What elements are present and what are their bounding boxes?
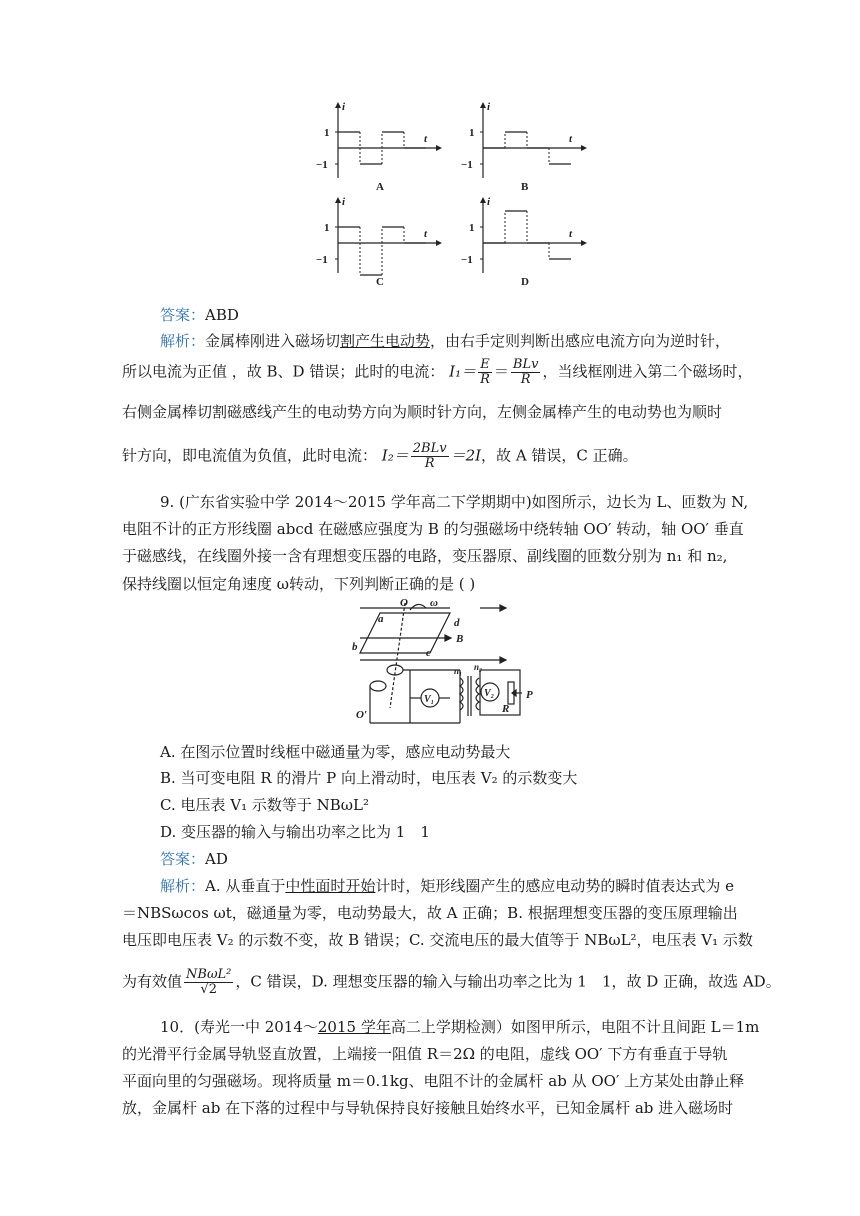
q9-option-d: D. 变压器的输入与输出功率之比为 1 1 bbox=[160, 823, 430, 841]
q9-option-a: A. 在图示位置时线框中磁通量为零，感应电动势最大 bbox=[160, 743, 511, 761]
label-r: R bbox=[502, 703, 510, 715]
text: ，由右手定则判断出感应电流方向为逆时针， bbox=[430, 332, 731, 350]
analysis-label: 解析： bbox=[160, 877, 206, 895]
y-label: i bbox=[342, 196, 346, 208]
q9-line-4: 保持线圈以恒定角速度 ω转动，下列判断正确的是 ( ) bbox=[122, 575, 476, 593]
q9-analysis-line-3: 电压即电压表 V₂ 的示数不变，故 B 错误；C. 交流电压的最大值等于 NBωL²，电压表 V₁ 示数 bbox=[122, 931, 753, 949]
numerator: NBωL² bbox=[186, 967, 232, 982]
y-arrow bbox=[335, 102, 341, 108]
text: 为有效值 bbox=[122, 972, 183, 991]
text: 割产生电动势 bbox=[340, 332, 431, 350]
graph-label: B bbox=[521, 181, 529, 193]
text: ，当线框刚进入第二个磁场时， bbox=[542, 362, 753, 381]
x-label: t bbox=[424, 228, 428, 240]
label-o: O bbox=[400, 598, 408, 609]
tick-pos: 1 bbox=[324, 222, 330, 234]
y-label: i bbox=[342, 101, 346, 113]
text: 针方向，即电流值为负值，此时电流： bbox=[122, 446, 378, 465]
q10-line-2: 的光滑平行金属导轨竖直放置，上端接一阻值 R＝2Ω 的电阻，虚线 OO′ 下方有垂直于导轨 bbox=[122, 1045, 728, 1063]
x-arrow bbox=[436, 145, 442, 151]
y-arrow bbox=[480, 197, 486, 203]
tick-neg: −1 bbox=[316, 159, 328, 171]
numerator: 2BLv bbox=[412, 441, 447, 456]
circuit-figure bbox=[350, 598, 550, 728]
tick-pos: 1 bbox=[469, 127, 475, 139]
denominator: R bbox=[520, 372, 531, 387]
numerator: E bbox=[478, 358, 492, 373]
q8-analysis-line-3: 右侧金属棒切割磁感线产生的电动势方向为顺时针方向，左侧金属棒产生的电动势也为顺时 bbox=[122, 403, 723, 421]
graph-label: A bbox=[376, 181, 384, 193]
tick-neg: −1 bbox=[316, 254, 328, 266]
q8-analysis-line-2 bbox=[122, 358, 752, 387]
tick-neg: −1 bbox=[461, 159, 473, 171]
formula-i2: I₂＝ bbox=[381, 446, 409, 465]
fraction bbox=[511, 358, 541, 387]
text: ，C 错误，D. 理想变压器的输入与输出功率之比为 1 1，故 D 正确，故选 AD。 bbox=[235, 972, 781, 991]
q10-line-3: 平面向里的匀强磁场。现将质量 m＝0.1kg、电阻不计的金属杆 ab 从 OO′ 上方某处由静止释 bbox=[122, 1072, 745, 1090]
graph-c bbox=[316, 196, 442, 288]
label-a: a bbox=[378, 613, 384, 625]
graph-d bbox=[461, 196, 587, 288]
x-arrow bbox=[581, 145, 587, 151]
denominator: R bbox=[424, 456, 435, 471]
option-graphs bbox=[300, 100, 590, 300]
x-arrow bbox=[581, 240, 587, 246]
label-p: P bbox=[526, 689, 533, 701]
fraction bbox=[411, 442, 449, 471]
y-arrow bbox=[480, 102, 486, 108]
text: 金属棒刚进入磁场切 bbox=[205, 332, 341, 350]
answer-label: 答案： bbox=[160, 306, 206, 324]
x-label: t bbox=[569, 228, 573, 240]
graph-a bbox=[316, 101, 442, 193]
answer-label: 答案： bbox=[160, 850, 206, 868]
text: A. 从垂直于 bbox=[205, 877, 286, 895]
text: 10．(寿光一中 2014～ bbox=[160, 1018, 318, 1036]
q9-line-3: 于磁感线，在线圈外接一含有理想变压器的电路，变压器原、副线圈的匝数分别为 n₁ 和 n₂, bbox=[122, 547, 728, 565]
tick-neg: −1 bbox=[461, 254, 473, 266]
graph-label: C bbox=[376, 276, 384, 288]
formula-i1: I₁＝ bbox=[449, 362, 477, 381]
label-v2: V₂ bbox=[484, 688, 495, 699]
label-c: c bbox=[426, 647, 431, 659]
q9-answer bbox=[160, 849, 228, 869]
denominator: √2 bbox=[200, 982, 217, 997]
x-label: t bbox=[569, 133, 573, 145]
y-label: i bbox=[487, 101, 491, 113]
q9-analysis-line-2: ＝NBSωcos ωt，磁通量为零，电动势最大，故 A 正确；B. 根据理想变压器的变压原理输出 bbox=[122, 904, 738, 922]
q9-option-c: C. 电压表 V₁ 示数等于 NBωL² bbox=[160, 796, 369, 814]
y-arrow bbox=[335, 197, 341, 203]
q9-line-1: 9. (广东省实验中学 2014～2015 学年高二下学期期中)如图所示，边长为 L、匝数为 N, bbox=[160, 493, 749, 511]
analysis-label: 解析： bbox=[160, 332, 206, 350]
q10-line-1 bbox=[160, 1017, 759, 1037]
tick-pos: 1 bbox=[469, 222, 475, 234]
text: 计时，矩形线圈产生的感应电动势的瞬时值表达式为 e bbox=[375, 877, 735, 895]
graph-label: D bbox=[521, 276, 529, 288]
x-arrow bbox=[436, 240, 442, 246]
y-label: i bbox=[487, 196, 491, 208]
answer-value: ABD bbox=[205, 306, 239, 324]
q8-analysis-line-4 bbox=[122, 442, 638, 471]
label-b: b bbox=[352, 641, 358, 653]
label-n1: n₁ bbox=[454, 666, 463, 676]
label-omega: ω bbox=[430, 598, 438, 609]
denominator: R bbox=[480, 372, 490, 387]
label-b-field: B bbox=[456, 633, 464, 645]
text: 高二上学期检测）如图甲所示，电阻不计且间距 L＝1m bbox=[390, 1018, 760, 1036]
q9-analysis-line-4 bbox=[122, 968, 781, 997]
text: 所以电流为正值 ，故 B、D 错误；此时的电流： bbox=[122, 362, 445, 381]
label-n2: n₂ bbox=[474, 662, 483, 672]
q10-line-4: 放，金属杆 ab 在下落的过程中与导轨保持良好接触且始终水平，已知金属杆 ab 进入磁场时 bbox=[122, 1099, 734, 1117]
numerator: BLv bbox=[512, 357, 539, 372]
q9-analysis-line-1 bbox=[160, 876, 734, 896]
graph-b bbox=[461, 101, 587, 193]
label-o-prime: O′ bbox=[356, 709, 368, 721]
text: 中性面时开始 bbox=[285, 877, 376, 895]
label-v1: V₁ bbox=[424, 694, 435, 705]
x-label: t bbox=[424, 133, 428, 145]
text: ＝2I bbox=[450, 446, 482, 465]
fraction bbox=[478, 358, 492, 387]
q9-line-2: 电阻不计的正方形线圈 abcd 在磁感应强度为 B 的匀强磁场中绕转轴 OO′ 转动，轴 OO′ 垂直 bbox=[122, 520, 744, 538]
fraction bbox=[184, 968, 233, 997]
q9-option-b: B. 当可变电阻 R 的滑片 P 向上滑动时，电压表 V₂ 的示数变大 bbox=[160, 769, 578, 787]
text: ，故 A 错误，C 正确。 bbox=[481, 446, 638, 465]
q8-answer bbox=[160, 305, 239, 325]
q8-analysis-line-1 bbox=[160, 331, 730, 351]
answer-value: AD bbox=[205, 850, 228, 868]
label-d: d bbox=[454, 617, 460, 629]
text: ＝ bbox=[493, 362, 509, 381]
tick-pos: 1 bbox=[324, 127, 330, 139]
text: 2015 学年 bbox=[317, 1018, 391, 1036]
